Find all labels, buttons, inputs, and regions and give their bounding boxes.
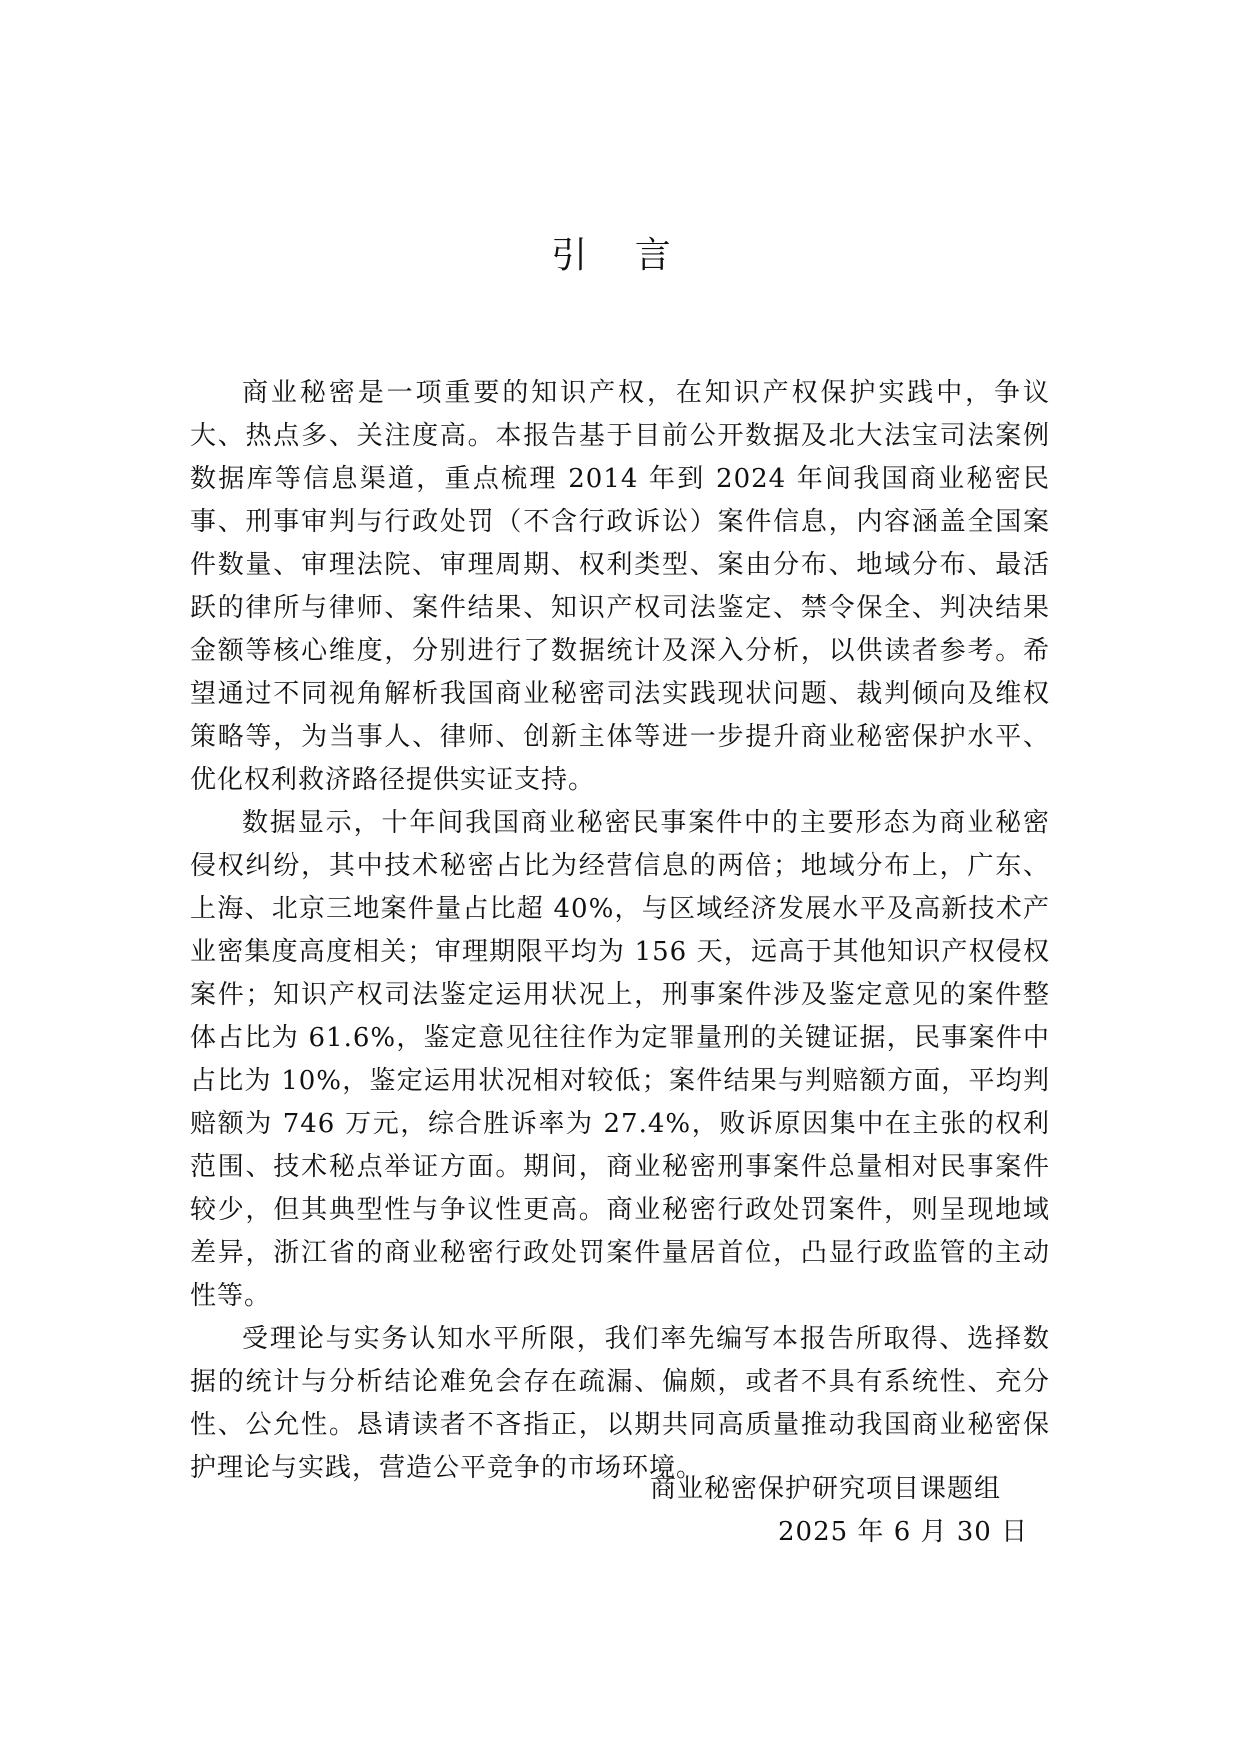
signature-organization: 商业秘密保护研究项目课题组 bbox=[650, 1474, 1002, 1504]
page-title: 引 言 bbox=[551, 235, 689, 276]
paragraph-1: 商业秘密是一项重要的知识产权，在知识产权保护实践中，争议大、热点多、关注度高。本报告基于目前公开数据及北大法宝司法案例数据库等信息渠道，重点梳理 2014 年到 2024 年间我国商业秘密民事、刑事审判与行政处罚（不含行政诉讼）案件信息，内容涵盖全国案件数量、审理法院、审理周期、权利类型、案由分布、地域分布、最活跃的律所与律师、案件结果、知识产权司法鉴定、禁令保全、判决结果金额等核心维度，分别进行了数据统计及深入分析，以供读者参考。希望通过不同视角解析我国商业秘密司法实践现状问题、裁判倾向及维权策略等，为当事人、律师、创新主体等进一步提升商业秘密保护水平、优化权利救济路径提供实证支持。 bbox=[190, 378, 1050, 795]
introduction-body bbox=[190, 372, 1050, 1490]
paragraph-3: 受理论与实务认知水平所限，我们率先编写本报告所取得、选择数据的统计与分析结论难免会存在疏漏、偏颇，或者不具有系统性、充分性、公允性。恳请读者不吝指正，以期共同高质量推动我国商业秘密保护理论与实践，营造公平竞争的市场环境。 bbox=[190, 1324, 1050, 1483]
signature-block bbox=[650, 1468, 1090, 1554]
paragraph-2: 数据显示，十年间我国商业秘密民事案件中的主要形态为商业秘密侵权纠纷，其中技术秘密占比为经营信息的两倍；地域分布上，广东、上海、北京三地案件量占比超 40%，与区域经济发展水平及高新技术产业密集度高度相关；审理期限平均为 156 天，远高于其他知识产权侵权案件；知识产权司法鉴定运用状况上，刑事案件涉及鉴定意见的案件整体占比为 61.6%，鉴定意见往往作为定罪量刑的关键证据，民事案件中占比为 10%，鉴定运用状况相对较低；案件结果与判赔额方面，平均判赔额为 746 万元，综合胜诉率为 27.4%，败诉原因集中在主张的权利范围、技术秘点举证方面。期间，商业秘密刑事案件总量相对民事案件较少，但其典型性与争议性更高。商业秘密行政处罚案件，则呈现地域差异，浙江省的商业秘密行政处罚案件量居首位，凸显行政监管的主动性等。 bbox=[190, 808, 1050, 1311]
signature-date: 2025 年 6 月 30 日 bbox=[778, 1517, 1029, 1547]
